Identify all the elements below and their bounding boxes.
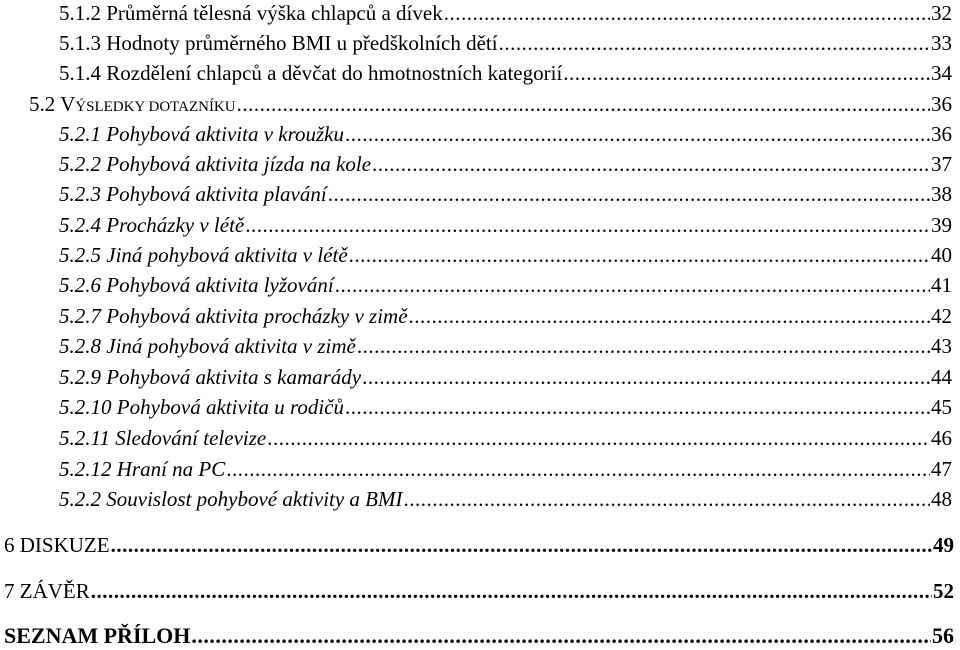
toc-entry-5-2-4[interactable]	[59, 212, 952, 238]
toc-entry-5-1-2[interactable]	[59, 0, 952, 26]
toc-entry-label: SEZNAM PŘÍLOH	[4, 623, 191, 648]
toc-page-number: 36	[931, 92, 952, 116]
toc-leader-dots	[328, 181, 930, 207]
toc-page-number: 36	[931, 122, 952, 146]
toc-page-number: 46	[931, 426, 952, 450]
toc-entry-label: 5.2.3 Pohybová aktivita plavání	[59, 182, 327, 206]
toc-entry-label: 7 ZÁVĚR	[4, 579, 90, 603]
toc-leader-dots	[191, 623, 931, 649]
toc-entry-5-2-6[interactable]	[59, 272, 952, 298]
toc-page-number: 37	[931, 152, 952, 176]
toc-page-number: 38	[931, 182, 952, 206]
toc-entry-6[interactable]	[4, 532, 954, 558]
toc-entry-label: 5.2.2 Pohybová aktivita jízda na kole	[59, 152, 372, 176]
toc-entry-label: 5.2.8 Jiná pohybová aktivita v zimě	[59, 334, 356, 358]
toc-page-number: 56	[932, 623, 954, 648]
toc-entry-5-2-11[interactable]	[59, 425, 952, 451]
toc-entry-label: 5.2.6 Pohybová aktivita lyžování	[59, 273, 334, 297]
toc-page-number: 49	[933, 533, 954, 557]
toc-entry-label: 5.1.3 Hodnoty průměrného BMI u předškolních dětí	[59, 31, 498, 55]
toc-page-number: 34	[931, 61, 952, 85]
toc-page-number: 33	[931, 31, 952, 55]
toc-leader-dots	[357, 333, 930, 359]
toc-entry-5-2-3[interactable]	[59, 181, 952, 207]
toc-entry-7[interactable]	[4, 578, 954, 604]
toc-entry-5-2-5[interactable]	[59, 242, 952, 268]
toc-entry-label: 5.2.2 Souvislost pohybové aktivity a BMI	[59, 487, 403, 511]
toc-entry-5-2-1[interactable]	[59, 121, 952, 147]
toc-entry-5-2-12[interactable]	[59, 456, 952, 482]
toc-entry-label: 5.1.2 Průměrná tělesná výška chlapců a dívek	[59, 1, 443, 25]
toc-page-number: 32	[931, 1, 952, 25]
toc-leader-dots	[226, 456, 930, 482]
toc-leader-dots	[335, 272, 930, 298]
toc-page-number: 47	[931, 457, 952, 481]
toc-entry-label: 5.2.4 Procházky v létě	[59, 213, 245, 237]
toc-leader-dots	[91, 578, 932, 604]
toc-entry-seznam-priloh[interactable]	[4, 623, 954, 649]
toc-page-number: 45	[931, 395, 952, 419]
toc-entry-5-2[interactable]	[29, 91, 952, 120]
toc-leader-dots	[245, 212, 930, 238]
toc-page-number: 48	[931, 487, 952, 511]
toc-entry-5-2-9[interactable]	[59, 364, 952, 390]
toc-leader-dots	[111, 532, 932, 558]
toc-entry-5-2-8[interactable]	[59, 333, 952, 359]
toc-entry-label: 5.2.12 Hraní na PC	[59, 457, 226, 481]
toc-entry-5-1-4[interactable]	[59, 60, 952, 86]
toc-entry-label: 5.2.5 Jiná pohybová aktivita v létě	[59, 243, 348, 267]
toc-page-number: 39	[931, 213, 952, 237]
toc-entry-label: 5.2.7 Pohybová aktivita procházky v zimě	[59, 304, 408, 328]
toc-page-number: 44	[931, 365, 952, 389]
toc-entry-label: 5.2.9 Pohybová aktivita s kamarády	[59, 365, 362, 389]
toc-leader-dots	[362, 364, 930, 390]
toc-leader-dots	[237, 91, 930, 117]
toc-entry-label: 5.2.1 Pohybová aktivita v kroužku	[59, 122, 344, 146]
toc-page-number: 43	[931, 334, 952, 358]
toc-leader-dots	[409, 303, 930, 329]
toc-entry-label: 6 DISKUZE	[4, 533, 110, 557]
toc-leader-dots	[404, 486, 931, 512]
toc-leader-dots	[267, 425, 930, 451]
toc-leader-dots	[499, 30, 930, 56]
toc-page-number: 40	[931, 243, 952, 267]
toc-entry-label: 5.2 VÝSLEDKY DOTAZNÍKU	[29, 92, 236, 116]
toc-leader-dots	[345, 121, 930, 147]
toc-entry-5-2-2[interactable]	[59, 151, 952, 177]
toc-leader-dots	[345, 394, 930, 420]
toc-entry-label: 5.2.10 Pohybová aktivita u rodičů	[59, 395, 344, 419]
toc-entry-5-2-10[interactable]	[59, 394, 952, 420]
toc-page-number: 52	[933, 579, 954, 603]
toc-entry-label: 5.2.11 Sledování televize	[59, 426, 267, 450]
toc-entry-label: 5.1.4 Rozdělení chlapců a děvčat do hmotnostních kategorií	[59, 61, 563, 85]
toc-leader-dots	[444, 0, 930, 26]
toc-page-number: 41	[931, 273, 952, 297]
toc-leader-dots	[563, 60, 930, 86]
toc-leader-dots	[372, 151, 930, 177]
toc-page-number: 42	[931, 304, 952, 328]
toc-entry-5-2-7[interactable]	[59, 303, 952, 329]
toc-entry-5-1-3[interactable]	[59, 30, 952, 56]
toc-leader-dots	[349, 242, 930, 268]
toc-entry-5-2-2-bmi[interactable]	[59, 486, 952, 512]
